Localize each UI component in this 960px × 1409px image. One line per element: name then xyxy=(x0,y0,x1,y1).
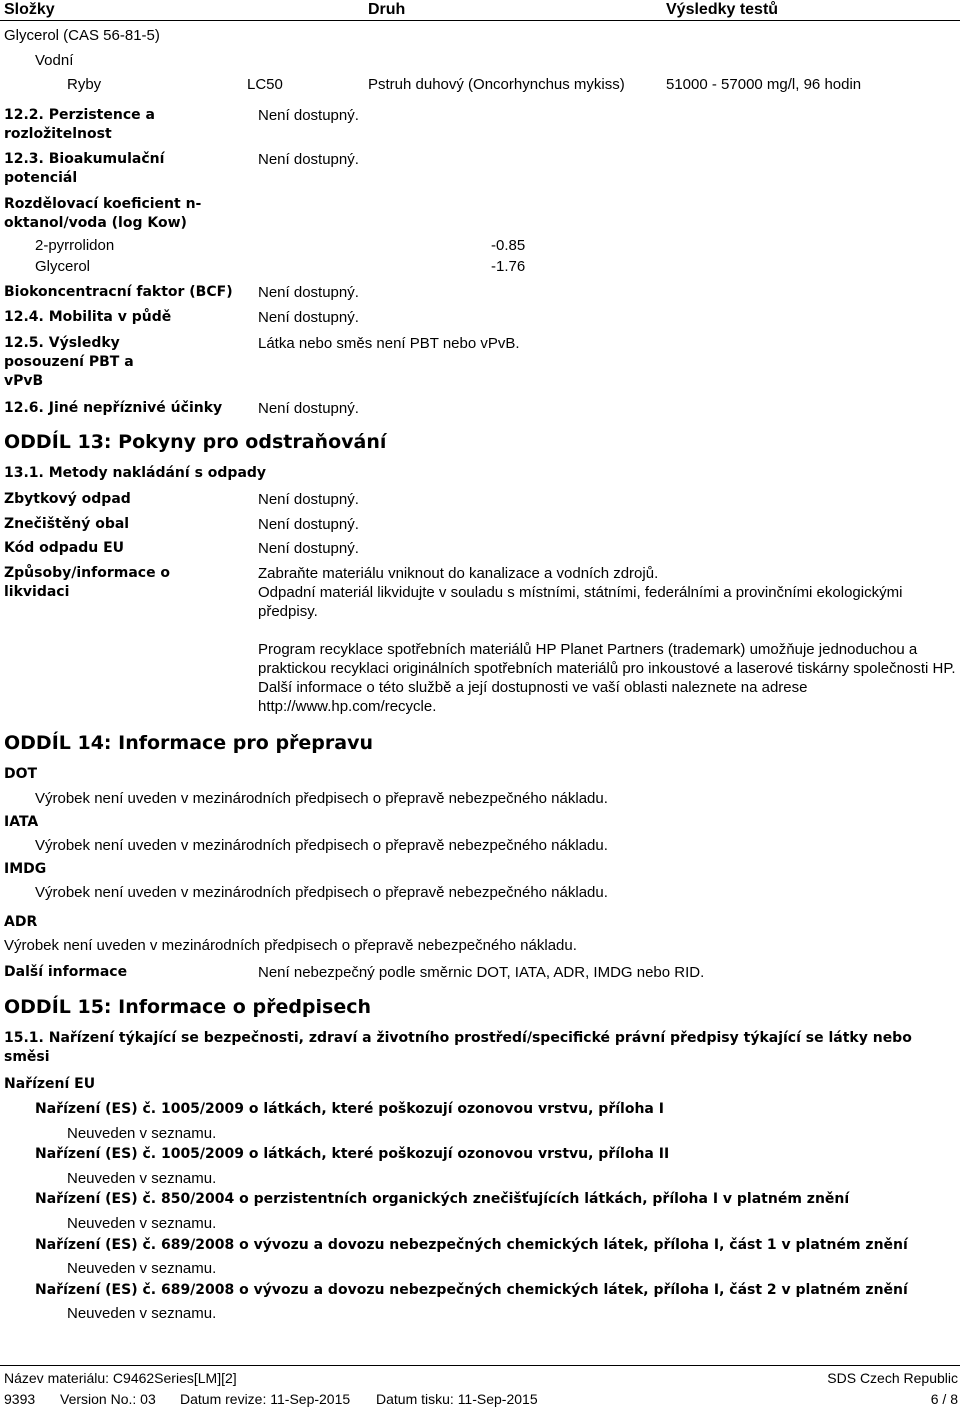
other-effects-label: 12.6. Jiné nepříznivé účinky xyxy=(4,400,223,416)
regulation-status: Neuveden v seznamu. xyxy=(67,1305,217,1322)
footer-revision-date: Datum revize: 11-Sep-2015 xyxy=(180,1391,351,1407)
medium-label: Vodní xyxy=(35,52,74,69)
regulation-title: Nařízení (ES) č. 1005/2009 o látkách, které poškozují ozonovou vrstvu, příloha I xyxy=(35,1101,664,1117)
section-15-title: ODDÍL 15: Informace o předpisech xyxy=(4,996,372,1018)
waste-code-label: Kód odpadu EU xyxy=(4,540,125,556)
organism-label: Ryby xyxy=(67,76,102,93)
dot-label: DOT xyxy=(4,766,38,782)
adr-text: Výrobek není uveden v mezinárodních předpisech o přepravě nebezpečného nákladu. xyxy=(4,937,577,954)
regulation-title: Nařízení (ES) č. 689/2008 o vývozu a dovozu nebezpečných chemických látek, příloha I, část 1 v platném znění xyxy=(35,1237,908,1253)
residual-waste-value: Není dostupný. xyxy=(258,491,359,508)
test-result: 51000 - 57000 mg/l, 96 hodin xyxy=(666,76,862,93)
bcf-value: Není dostupný. xyxy=(258,284,359,301)
disposal-text-3: Program recyklace spotřebních materiálů HP Planet Partners (trademark) umožňuje jednoduchou a praktickou recyklaci originálních spotřebních materiálů pro inkoustové a laserové tiskárny společnosti HP. Další informace o této službě a její dostupnosti ve vaší oblasti naleznete na adrese http://www.hp.com/recycle. xyxy=(258,641,956,715)
waste-code-value: Není dostupný. xyxy=(258,540,359,557)
kow-row-value: -1.76 xyxy=(491,258,526,275)
packaging-value: Není dostupný. xyxy=(258,516,359,533)
footer-print-date: Datum tisku: 11-Sep-2015 xyxy=(376,1391,538,1407)
kow-label: Rozdělovací koeficient n-oktanol/voda (log Kow) xyxy=(4,196,202,231)
disposal-text-2: Odpadní materiál likvidujte v souladu s místními, státními, federálními a provinčními ekologickými předpisy. xyxy=(258,584,903,620)
pbt-label: 12.5. Výsledky posouzení PBT a vPvB xyxy=(4,335,134,389)
section-13-title: ODDÍL 13: Pokyny pro odstraňování xyxy=(4,431,387,453)
header-rule xyxy=(0,20,960,21)
section-13-1-title: 13.1. Metody nakládání s odpady xyxy=(4,465,267,481)
kow-row-value: -0.85 xyxy=(491,237,526,254)
kow-row-name: 2-pyrrolidon xyxy=(35,237,115,254)
adr-label: ADR xyxy=(4,914,38,930)
regulation-title: Nařízení (ES) č. 1005/2009 o látkách, které poškozují ozonovou vrstvu, příloha II xyxy=(35,1146,670,1162)
footer-material-name: Název materiálu: C9462Series[LM][2] xyxy=(4,1370,237,1386)
bcf-label: Biokoncentracní faktor (BCF) xyxy=(4,284,233,300)
regulation-status: Neuveden v seznamu. xyxy=(67,1170,217,1187)
packaging-label: Znečištěný obal xyxy=(4,516,130,532)
persistence-value: Není dostupný. xyxy=(258,107,359,124)
bioaccumulation-value: Není dostupný. xyxy=(258,151,359,168)
residual-waste-label: Zbytkový odpad xyxy=(4,491,131,507)
col-header-type: Druh xyxy=(368,1,406,18)
test-species: Pstruh duhový (Oncorhynchus mykiss) xyxy=(368,76,625,93)
footer-page-number: 6 / 8 xyxy=(930,1391,958,1407)
iata-label: IATA xyxy=(4,814,39,830)
section-14-title: ODDÍL 14: Informace pro přepravu xyxy=(4,732,374,754)
more-info-value: Není nebezpečný podle směrnic DOT, IATA, ADR, IMDG nebo RID. xyxy=(258,964,705,981)
other-effects-value: Není dostupný. xyxy=(258,400,359,417)
bioaccumulation-label: 12.3. Bioakumulační potenciál xyxy=(4,151,165,186)
regulation-status: Neuveden v seznamu. xyxy=(67,1215,217,1232)
regulation-status: Neuveden v seznamu. xyxy=(67,1260,217,1277)
disposal-label: Způsoby/informace o likvidaci xyxy=(4,565,171,600)
regulation-title: Nařízení (ES) č. 850/2004 o perzistentních organických znečišťujících látkách, příloha I v platném znění xyxy=(35,1191,850,1207)
mobility-value: Není dostupný. xyxy=(258,309,359,326)
regulation-status: Neuveden v seznamu. xyxy=(67,1125,217,1142)
mobility-label: 12.4. Mobilita v půdě xyxy=(4,309,172,325)
substance-name: Glycerol (CAS 56-81-5) xyxy=(4,27,160,44)
footer-country: SDS Czech Republic xyxy=(827,1370,958,1386)
col-header-results: Výsledky testů xyxy=(666,1,779,18)
footer-version: Version No.: 03 xyxy=(60,1391,156,1407)
col-header-components: Složky xyxy=(4,1,55,18)
persistence-label: 12.2. Perzistence a rozložitelnost xyxy=(4,107,155,142)
disposal-text-1: Zabraňte materiálu vniknout do kanalizace a vodních zdrojů. xyxy=(258,565,659,582)
footer-rule xyxy=(0,1365,960,1366)
pbt-value: Látka nebo směs není PBT nebo vPvB. xyxy=(258,335,520,352)
eu-regulations-label: Nařízení EU xyxy=(4,1076,96,1092)
kow-row-name: Glycerol xyxy=(35,258,91,275)
iata-text: Výrobek není uveden v mezinárodních předpisech o přepravě nebezpečného nákladu. xyxy=(35,837,608,854)
test-type: LC50 xyxy=(247,76,283,93)
section-15-1-title: 15.1. Nařízení týkající se bezpečnosti, zdraví a životního prostředí/specifické právní předpisy týkající se látky nebo směsi xyxy=(4,1030,912,1065)
more-info-label: Další informace xyxy=(4,964,128,980)
dot-text: Výrobek není uveden v mezinárodních předpisech o přepravě nebezpečného nákladu. xyxy=(35,790,608,807)
footer-doc-id: 9393 xyxy=(4,1391,36,1407)
imdg-label: IMDG xyxy=(4,861,47,877)
imdg-text: Výrobek není uveden v mezinárodních předpisech o přepravě nebezpečného nákladu. xyxy=(35,884,608,901)
regulation-title: Nařízení (ES) č. 689/2008 o vývozu a dovozu nebezpečných chemických látek, příloha I, část 2 v platném znění xyxy=(35,1282,908,1298)
